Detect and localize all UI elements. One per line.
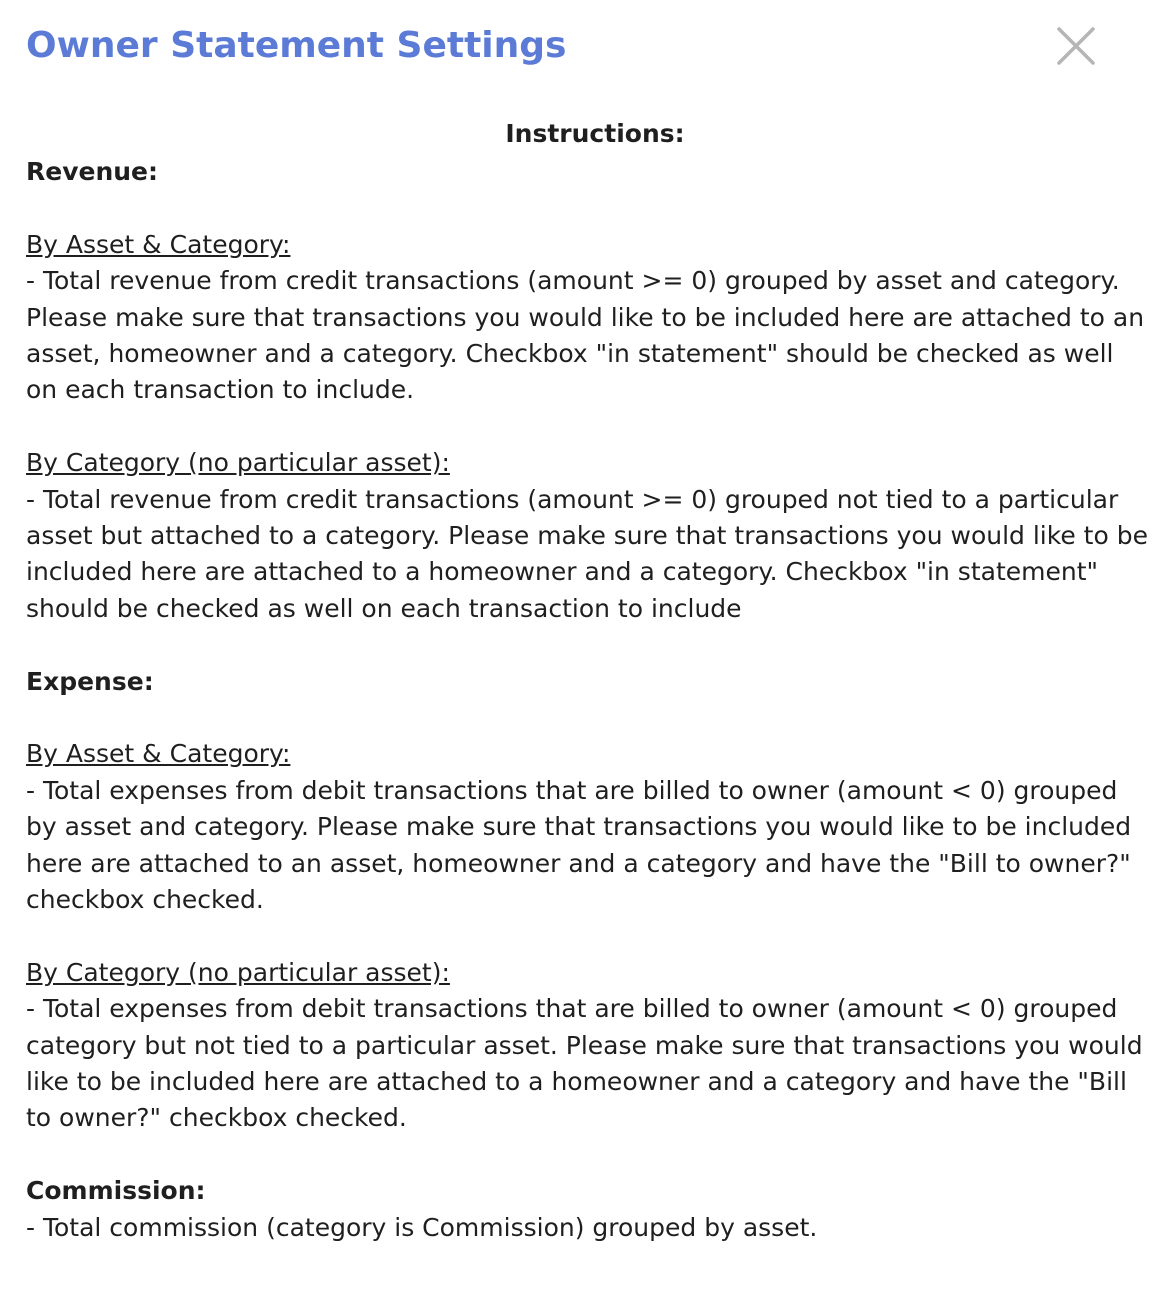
- close-button[interactable]: [1054, 24, 1098, 68]
- spacer: [26, 1137, 1150, 1173]
- commission-text: - Total commission (category is Commission) grouped by asset.: [26, 1212, 818, 1242]
- spacer: [26, 700, 1150, 736]
- spacer: [26, 918, 1150, 954]
- revenue-by-category-label: By Category (no particular asset):: [26, 448, 450, 478]
- revenue-by-asset-category-label: By Asset & Category:: [26, 229, 291, 259]
- spacer: [26, 409, 1150, 445]
- revenue-heading: Revenue:: [26, 157, 159, 186]
- spacer: [26, 190, 1150, 226]
- modal-title: Owner Statement Settings: [26, 25, 567, 66]
- commission-heading: Commission:: [26, 1176, 206, 1206]
- instructions-content: [26, 114, 1150, 1246]
- revenue-by-category-text: - Total revenue from credit transactions (amount >= 0) grouped not tied to a particular asset but attached to a category. Please make sure that transactions you would like to be included here are attached to a homeowner and a category. Checkbox "in statement" should be checked as well on each transaction to include: [26, 484, 1148, 623]
- instructions-heading: Instructions:: [505, 119, 685, 148]
- expense-by-category-label: By Category (no particular asset):: [26, 957, 450, 987]
- expense-heading: Expense:: [26, 666, 154, 696]
- spacer: [26, 627, 1150, 663]
- expense-by-asset-category-label: By Asset & Category:: [26, 739, 291, 769]
- expense-by-category-text: - Total expenses from debit transactions that are billed to owner (amount < 0) grouped category but not tied to a particular asset. Please make sure that transactions you would like to be included here are attached to a homeowner and a category and have the "Bill to owner?" checkbox checked.: [26, 994, 1143, 1133]
- close-icon: [1054, 24, 1098, 68]
- expense-by-asset-category-text: - Total expenses from debit transactions that are billed to owner (amount < 0) grouped by asset and category. Please make sure that transactions you would like to be included here are attached to an asset, homeowner and a category and have the "Bill to owner?" checkbox checked.: [26, 775, 1132, 915]
- revenue-by-asset-category-text: - Total revenue from credit transactions (amount >= 0) grouped by asset and category. Please make sure that transactions you would like to be included here are attached to an asset, homeowner and a category. Checkbox "in statement" should be checked as well on each transaction to include.: [26, 266, 1145, 405]
